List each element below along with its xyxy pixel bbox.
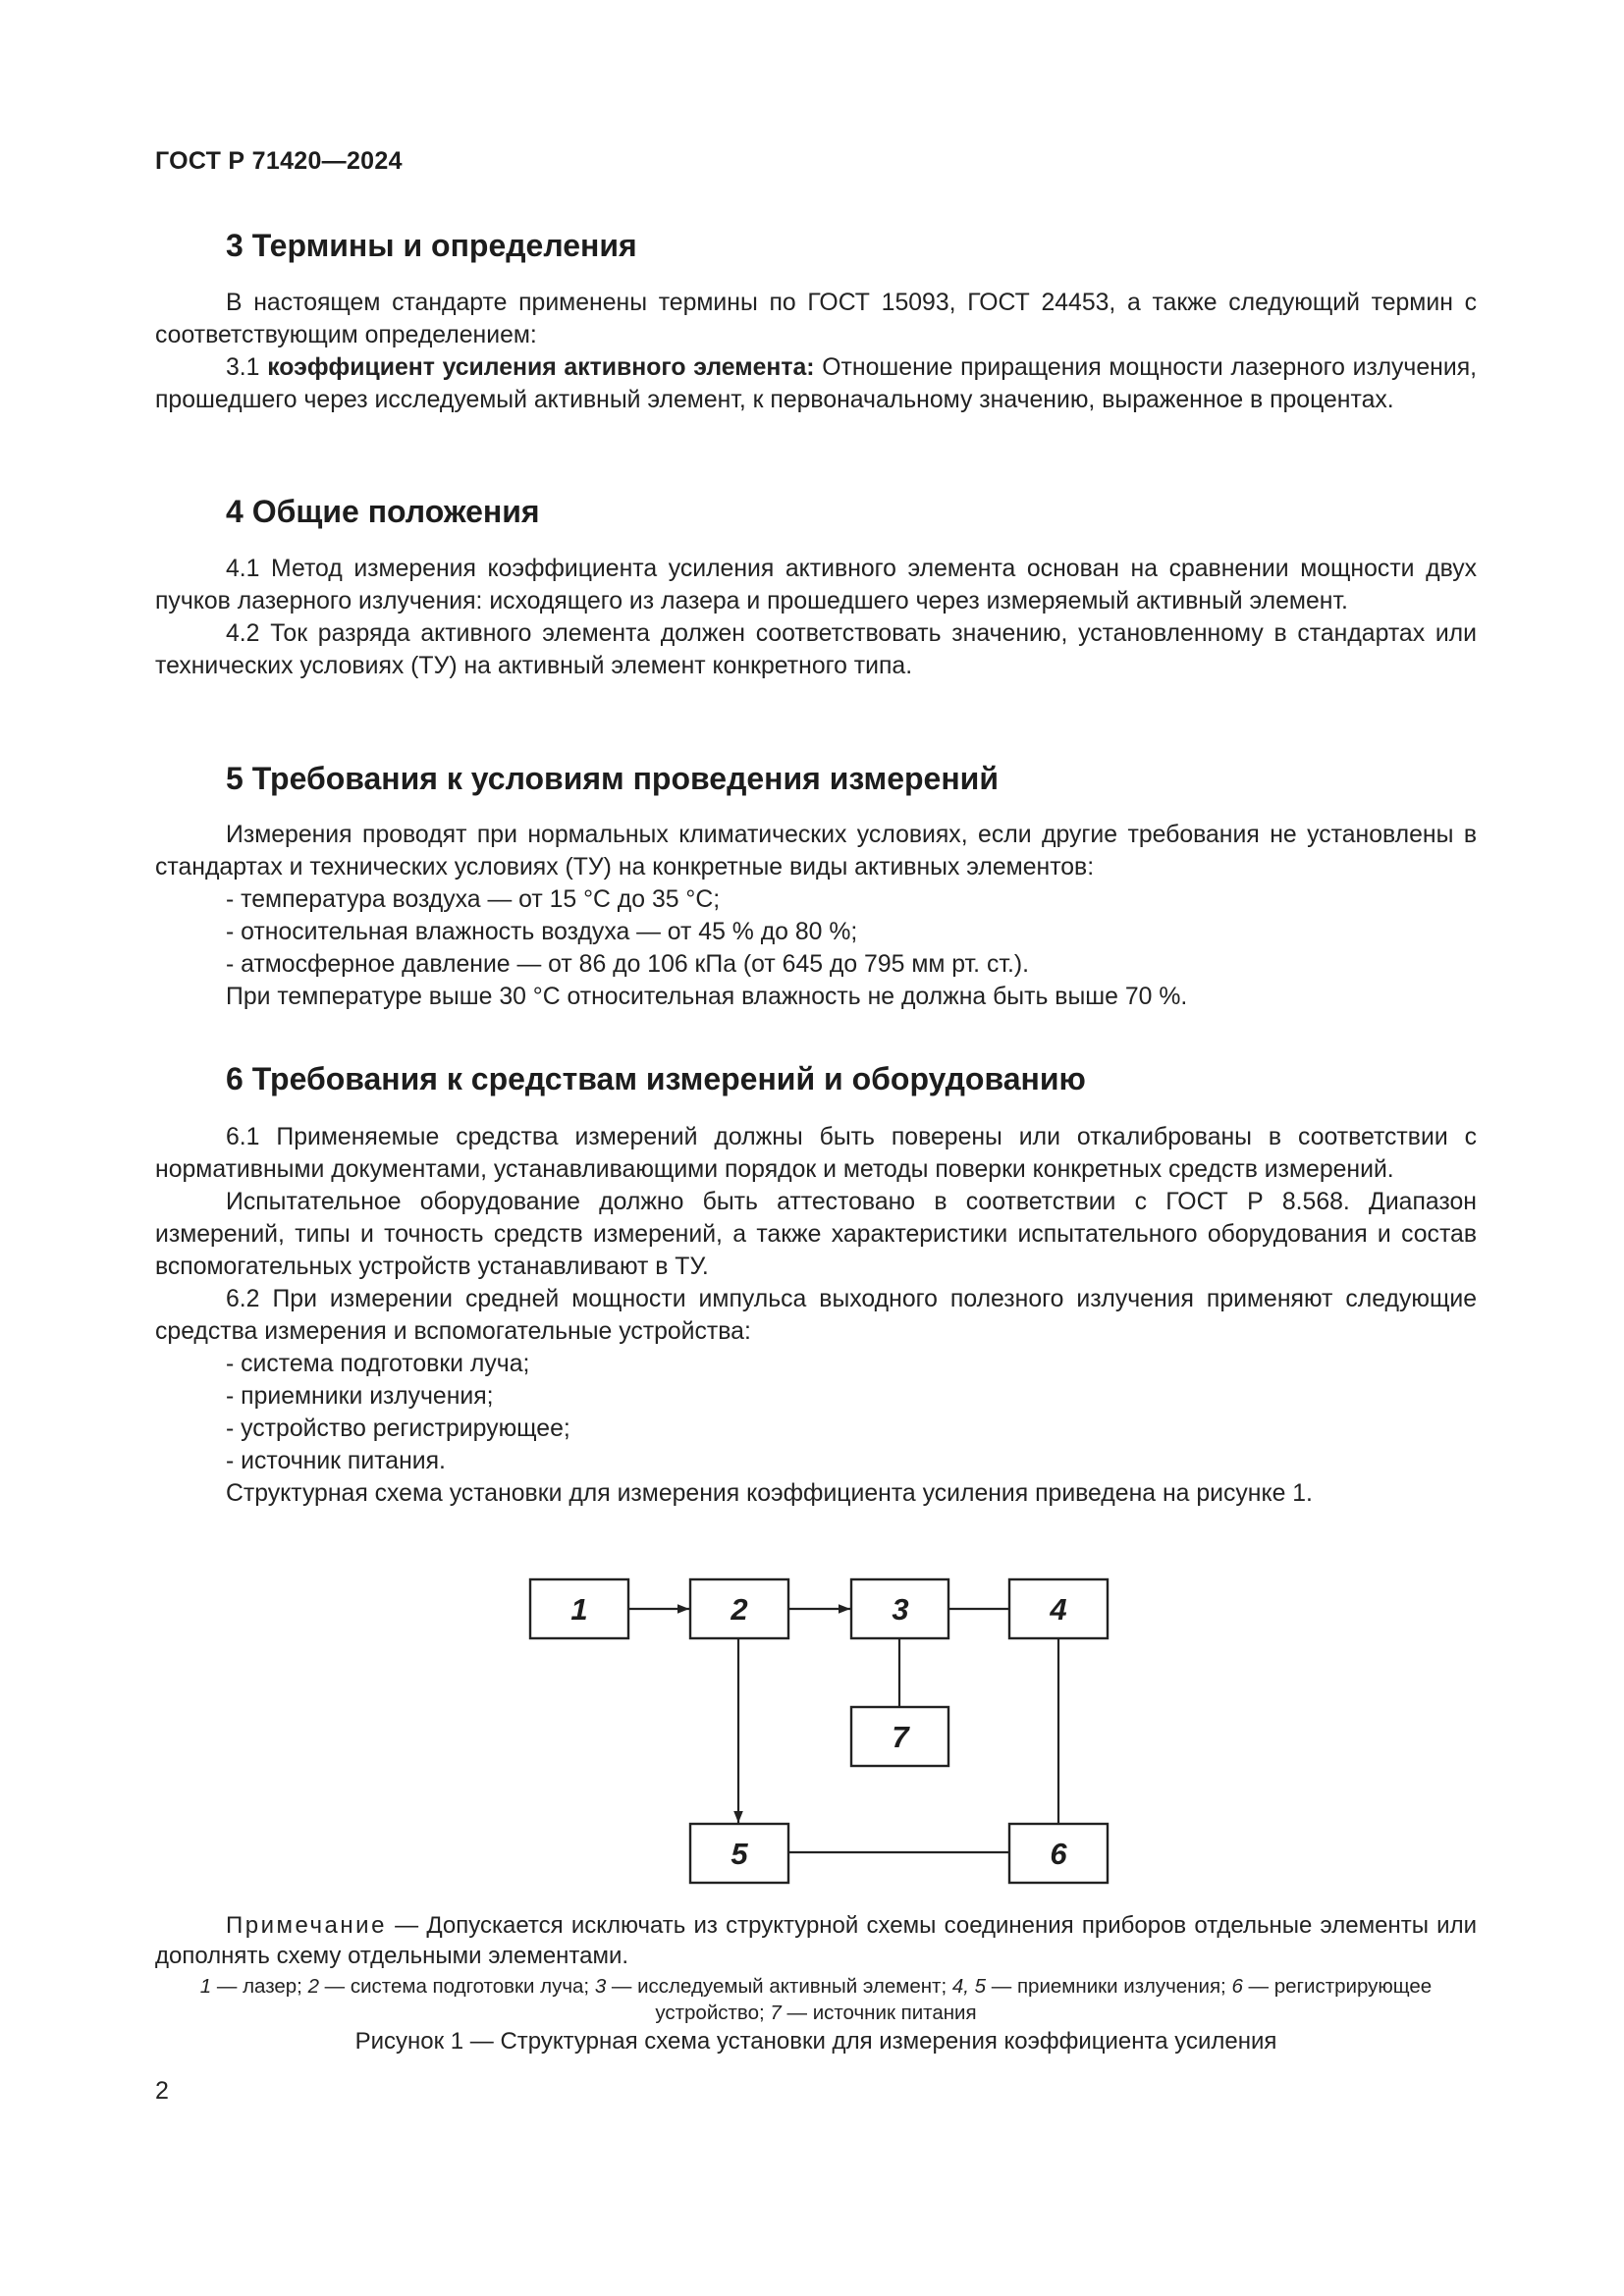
list-item: - приемники излучения; <box>226 1383 494 1410</box>
section-3-title: 3 Термины и определения <box>226 228 637 263</box>
legend-text: — лазер; <box>211 1975 308 1998</box>
list-item: - устройство регистрирующее; <box>226 1415 570 1442</box>
term-name: коэффициент усиления активного элемента: <box>267 354 815 381</box>
legend-number: 3 <box>594 1975 607 1998</box>
list-item: - система подготовки луча; <box>226 1351 530 1377</box>
section-6-title: 6 Требования к средствам измерений и оборудованию <box>226 1061 1086 1096</box>
section-3-intro: В настоящем стандарте применены термины по ГОСТ 15093, ГОСТ 24453, а также следующий термин с соответствующим определением: <box>155 290 1477 348</box>
document-id: ГОСТ Р 71420—2024 <box>155 147 403 175</box>
list-item: - относительная влажность воздуха — от 45 % до 80 %; <box>226 919 858 945</box>
legend-number: 2 <box>307 1975 319 1998</box>
list-item: - температура воздуха — от 15 °С до 35 °С; <box>226 886 721 913</box>
term-definition: Отношение приращения мощности лазерного излучения, прошедшего через исследуемый активный элемент, к первоначальному значению, выраженное в процентах. <box>155 354 1478 413</box>
box-label: 3 <box>892 1592 909 1627</box>
figure-legend <box>155 1973 1477 2026</box>
box-label: 1 <box>570 1592 588 1627</box>
term-number: 3.1 <box>226 354 260 381</box>
legend-number: 1 <box>199 1975 212 1998</box>
section-5-note: При температуре выше 30 °С относительная влажность не должна быть выше 70 %. <box>226 984 1188 1010</box>
section-4-title: 4 Общие положения <box>226 494 540 529</box>
figure-reference: Структурная схема установки для измерения коэффициента усиления приведена на рисунке 1. <box>226 1480 1313 1507</box>
box-label: 6 <box>1050 1837 1067 1871</box>
note-label: Примечание <box>226 1912 387 1939</box>
legend-text: — регистрирующее устройство; <box>655 1975 1433 2024</box>
box-label: 4 <box>1050 1592 1067 1627</box>
list-item: - источник питания. <box>226 1448 446 1474</box>
legend-text: — система подготовки луча; <box>318 1975 595 1998</box>
para-4-2: 4.2 Ток разряда активного элемента должен соответствовать значению, установленному в стандартах или технических условиях (ТУ) на активный элемент конкретного типа. <box>155 620 1477 679</box>
para-4-1: 4.1 Метод измерения коэффициента усиления активного элемента основан на сравнении мощности двух пучков лазерного излучения: исходящего из лазера и прошедшего через измеряемый активный элемент. <box>155 556 1477 614</box>
box-label: 7 <box>892 1720 909 1754</box>
para-6-2: 6.2 При измерении средней мощности импульса выходного полезного излучения применяют следующие средства измерения и вспомогательные устройства: <box>155 1286 1477 1345</box>
note-text: — Допускается исключать из структурной схемы соединения приборов отдельные элементы или дополнять схему отдельными элементами. <box>155 1912 1477 1969</box>
box-label: 5 <box>731 1837 748 1871</box>
page-number: 2 <box>155 2077 169 2105</box>
legend-text: — исследуемый активный элемент; <box>606 1975 952 1998</box>
legend-number: 7 <box>770 2002 782 2024</box>
legend-text: — источник питания <box>781 2002 977 2024</box>
figure-note <box>155 1910 1477 1971</box>
section-5-title: 5 Требования к условиям проведения измерений <box>226 761 999 796</box>
legend-text: — приемники излучения; <box>986 1975 1232 1998</box>
para-6-1: 6.1 Применяемые средства измерений должны быть поверены или откалиброваны в соответствии с нормативными документами, устанавливающими порядок и методы поверки конкретных средств измерений. <box>155 1124 1477 1183</box>
legend-number: 6 <box>1231 1975 1243 1998</box>
box-label: 2 <box>731 1592 748 1627</box>
para-6-1-equipment: Испытательное оборудование должно быть аттестовано в соответствии с ГОСТ Р 8.568. Диапазон измерений, типы и точность средств измерений, а также характеристики испытательного оборудования и состав вспомогательных устройств устанавливают в ТУ. <box>155 1189 1477 1280</box>
figure-caption: Рисунок 1 — Структурная схема установки для измерения коэффициента усиления <box>354 2028 1277 2055</box>
legend-number: 4, 5 <box>951 1975 987 1998</box>
section-5-intro: Измерения проводят при нормальных климатических условиях, если другие требования не установлены в стандартах и технических условиях (ТУ) на конкретные виды активных элементов: <box>155 822 1477 881</box>
list-item: - атмосферное давление — от 86 до 106 кПа (от 645 до 795 мм рт. ст.). <box>226 951 1029 978</box>
